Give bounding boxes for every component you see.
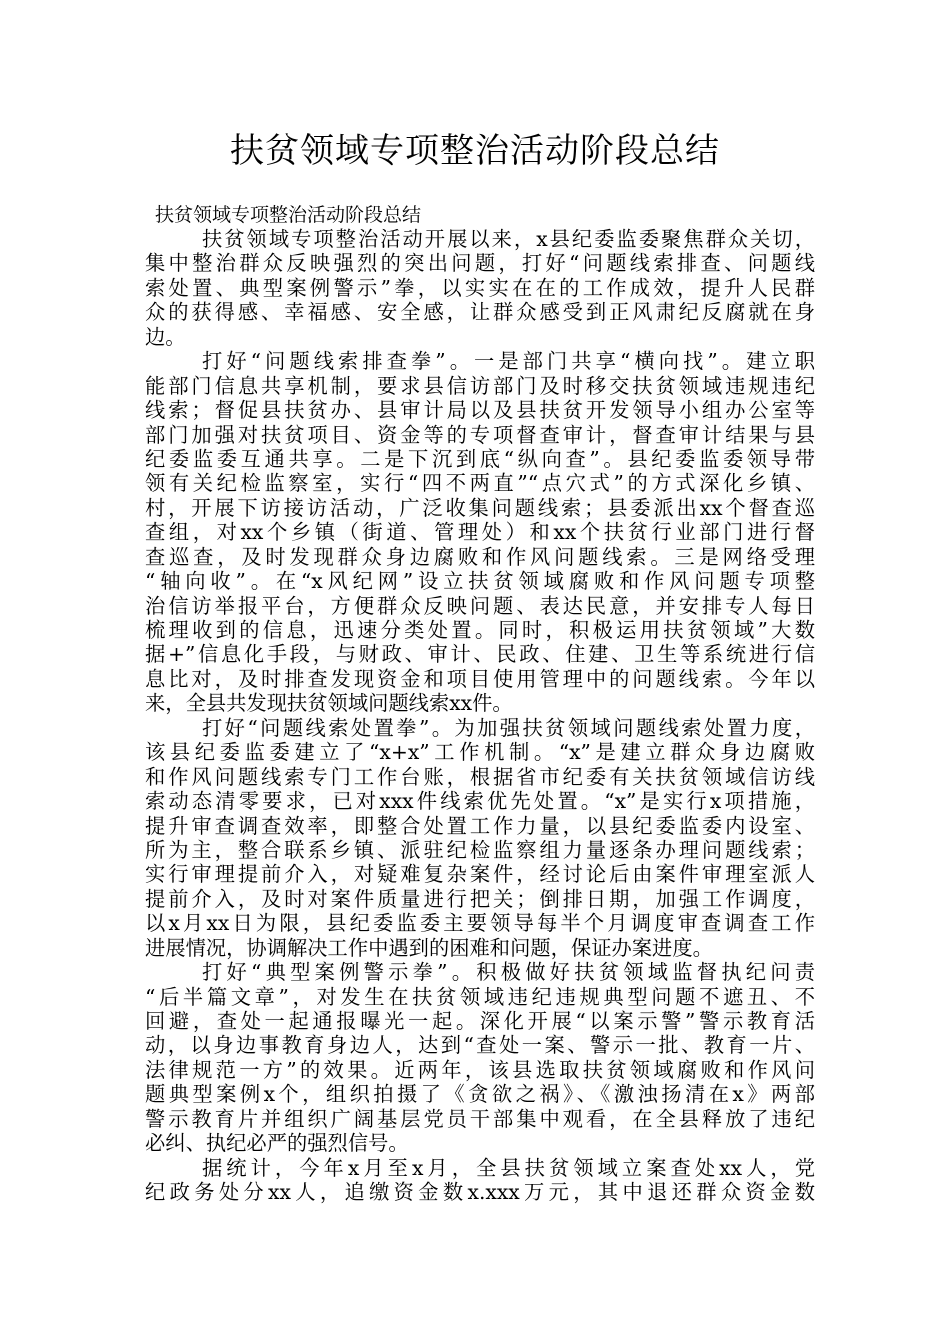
text-line: 部门加强对扶贫项目、资金等的专项督查审计，督查审计结果与县 xyxy=(145,422,815,447)
document-body xyxy=(145,227,815,1205)
paragraph-first-line: 打好“问题线索排查拳”。一是部门共享“横向找”。建立职 xyxy=(202,349,815,374)
document-subtitle: 扶贫领域专项整治活动阶段总结 xyxy=(155,204,422,226)
text-line: 查巡查，及时发现群众身边腐败和作风问题线索。三是网络受理 xyxy=(145,544,815,569)
text-line: 纪政务处分xx人，追缴资金数x.xxx万元，其中退还群众资金数 xyxy=(145,1180,815,1205)
text-line: 据+”信息化手段，与财政、审计、民政、住建、卫生等系统进行信 xyxy=(145,642,815,667)
text-line: 索处置、典型案例警示”拳，以实实在在的工作成效，提升人民群 xyxy=(145,275,815,300)
text-line: 动，以身边事教育身边人，达到“查处一案、警示一批、教育一片、 xyxy=(145,1033,815,1058)
text-line: 能部门信息共享机制，要求县信访部门及时移交扶贫领域违规违纪 xyxy=(145,373,815,398)
text-line: 必纠、执纪必严的强烈信号。 xyxy=(145,1131,409,1156)
text-line: 提升审查调查效率，即整合处置工作力量，以县纪委监委内设室、 xyxy=(145,813,815,838)
text-line: 村，开展下访接访活动，广泛收集问题线索；县委派出xx个督查巡 xyxy=(145,495,815,520)
document-title: 扶贫领域专项整治活动阶段总结 xyxy=(230,131,720,171)
text-line: 回避，查处一起通报曝光一起。深化开展“以案示警”警示教育活 xyxy=(145,1009,815,1033)
text-line: 边。 xyxy=(145,324,186,349)
text-line: 和作风问题线索专门工作台账，根据省市纪委有关扶贫领域信访线 xyxy=(145,764,815,789)
text-line: 索动态清零要求，已对xxx件线索优先处置。“x”是实行x项措施， xyxy=(145,789,815,814)
text-line: 息比对，及时排查发现资金和项目使用管理中的问题线索。今年以 xyxy=(145,666,815,691)
text-line: 梳理收到的信息，迅速分类处置。同时，积极运用扶贫领域”大数 xyxy=(145,618,815,642)
text-line: 警示教育片并组织广阔基层党员干部集中观看，在全县释放了违纪 xyxy=(145,1106,815,1131)
text-line: 实行审理提前介入，对疑难复杂案件，经讨论后由案件审理室派人 xyxy=(145,862,815,887)
text-line: 来，全县共发现扶贫领域问题线索xx件。 xyxy=(145,691,513,716)
paragraph-first-line: 打好“问题线索处置拳”。为加强扶贫领域问题线索处置力度， xyxy=(202,715,815,740)
text-line: 纪委监委互通共享。二是下沉到底“纵向查”。县纪委监委领导带 xyxy=(145,446,815,471)
text-line: 所为主，整合联系乡镇、派驻纪检监察组力量逐条办理问题线索； xyxy=(145,837,815,862)
text-line: “后半篇文章”，对发生在扶贫领域违纪违规典型问题不遮丑、不 xyxy=(145,984,815,1009)
text-line: 法律规范一方”的效果。近两年，该县选取扶贫领域腐败和作风问 xyxy=(145,1057,815,1082)
text-line: 线索；督促县扶贫办、县审计局以及县扶贫开发领导小组办公室等 xyxy=(145,398,815,423)
text-line: 提前介入，及时对案件质量进行把关；倒排日期，加强工作调度， xyxy=(145,886,815,911)
text-line: 题典型案例x个，组织拍摄了《贪欲之祸》、《激浊扬清在x》两部 xyxy=(145,1082,815,1107)
paragraph-first-line: 打好“典型案例警示拳”。积极做好扶贫领域监督执纪问责 xyxy=(202,960,815,985)
text-line: 进展情况，协调解决工作中遇到的困难和问题，保证办案进度。 xyxy=(145,935,713,960)
text-line: 治信访举报平台，方便群众反映问题、表达民意，并安排专人每日 xyxy=(145,593,815,618)
text-line: “轴向收”。在“x风纪网”设立扶贫领域腐败和作风问题专项整 xyxy=(145,569,815,594)
paragraph-first-line: 扶贫领域专项整治活动开展以来，x县纪委监委聚焦群众关切， xyxy=(202,227,815,251)
text-line: 领有关纪检监察室，实行“四不两直”“点穴式”的方式深化乡镇、 xyxy=(145,471,815,496)
text-line: 集中整治群众反映强烈的突出问题，打好“问题线索排查、问题线 xyxy=(145,251,815,276)
text-line: 该县纪委监委建立了“x+x”工作机制。“x”是建立群众身边腐败 xyxy=(145,740,815,765)
text-line: 众的获得感、幸福感、安全感，让群众感受到正风肃纪反腐就在身 xyxy=(145,300,815,325)
text-line: 查组，对xx个乡镇（街道、管理处）和xx个扶贫行业部门进行督 xyxy=(145,520,815,545)
paragraph-first-line: 据统计，今年x月至x月，全县扶贫领域立案查处xx人，党 xyxy=(202,1155,815,1180)
text-line: 以x月xx日为限，县纪委监委主要领导每半个月调度审查调查工作 xyxy=(145,911,815,936)
